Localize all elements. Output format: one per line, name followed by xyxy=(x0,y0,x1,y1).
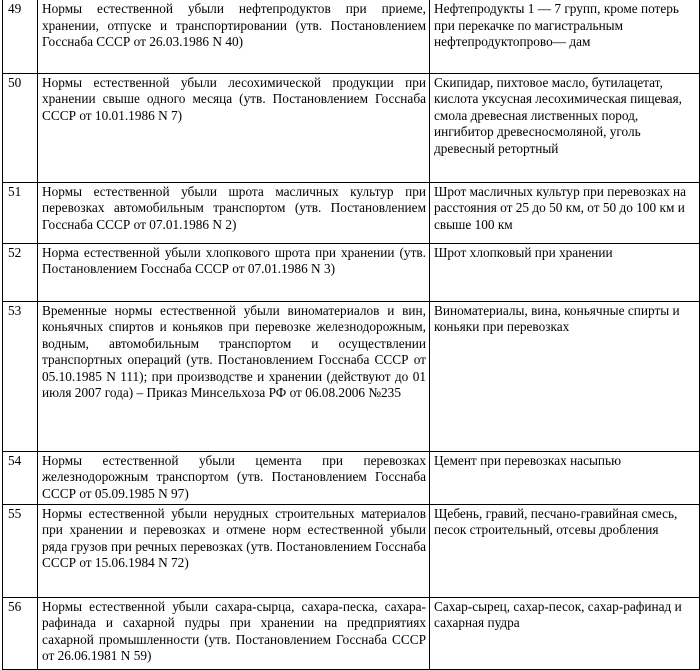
row-number: 56 xyxy=(3,597,38,669)
table-row xyxy=(3,73,700,182)
product-description: Сахар-сырец, сахар-песок, сахар-рафинад и сахарная пудра xyxy=(430,597,700,669)
norm-title: Нормы естественной убыли сахара-сырца, сахара-песка, сахара-рафинада и сахарной пудры при хранении на предприятиях сахарной промышленности (утв. Постановлением Госснаба СССР от 26.06.1981 N 59) xyxy=(38,597,430,669)
product-description: Нефтепродукты 1 — 7 групп, кроме потерь при перекачке по магистральным нефтепродуктопрово— дам xyxy=(430,0,700,73)
norm-title: Нормы естественной убыли нерудных строительных материалов при хранении и перевозках и отмене норм естественной убыли ряда грузов при речных перевозках (утв. Постановлением Госснаба СССР от 15.06.1984 N 72) xyxy=(38,504,430,597)
table-row xyxy=(3,597,700,669)
row-number: 49 xyxy=(3,0,38,73)
product-description: Скипидар, пихтовое масло, бутилацетат, кислота уксусная лесохимическая пищевая, смола древесная лиственных пород, ингибитор древесносмоляной, уголь древесный ретортный xyxy=(430,73,700,182)
table-row xyxy=(3,451,700,504)
norm-title: Нормы естественной убыли лесохимической продукции при хранении свыше одного месяца (утв. Постановлением Госснаба СССР от 10.01.1986 N 7) xyxy=(38,73,430,182)
table-row xyxy=(3,243,700,301)
table-row xyxy=(3,301,700,451)
product-description: Щебень, гравий, песчано-гравийная смесь, песок строительный, отсевы дробления xyxy=(430,504,700,597)
table-row xyxy=(3,0,700,73)
row-number: 53 xyxy=(3,301,38,451)
row-number: 52 xyxy=(3,243,38,301)
row-number: 54 xyxy=(3,451,38,504)
norm-title: Временные нормы естественной убыли виноматериалов и вин, коньячных спиртов и коньяков при перевозке железнодорожным, водным, автомобильным транспортом и осуществлении транспортных операций (утв. Постановлением Госснаба СССР от 05.10.1985 N 111); при производстве и хранении (действуют до 01 июля 2007 года) – Приказ Минсельхоза РФ от 06.08.2006 №235 xyxy=(38,301,430,451)
norm-title: Нормы естественной убыли цемента при перевозках железнодорожным транспортом (утв. Постановлением Госснаба СССР от 05.09.1985 N 97) xyxy=(38,451,430,504)
table-row xyxy=(3,182,700,243)
norms-table xyxy=(2,0,700,670)
norm-title: Нормы естественной убыли нефтепродуктов при приеме, хранении, отпуске и транспортировании (утв. Постановлением Госснаба СССР от 26.03.1986 N 40) xyxy=(38,0,430,73)
row-number: 55 xyxy=(3,504,38,597)
norm-title: Норма естественной убыли хлопкового шрота при хранении (утв. Постановлением Госснаба СССР от 07.01.1986 N 3) xyxy=(38,243,430,301)
norm-title: Нормы естественной убыли шрота масличных культур при перевозках автомобильным транспортом (утв. Постановлением Госснаба СССР от 07.01.1986 N 2) xyxy=(38,182,430,243)
product-description: Шрот масличных культур при перевозках на расстояния от 25 до 50 км, от 50 до 100 км и свыше 100 км xyxy=(430,182,700,243)
table-row xyxy=(3,504,700,597)
product-description: Виноматериалы, вина, коньячные спирты и коньяки при перевозках xyxy=(430,301,700,451)
row-number: 51 xyxy=(3,182,38,243)
product-description: Цемент при перевозках насыпью xyxy=(430,451,700,504)
row-number: 50 xyxy=(3,73,38,182)
product-description: Шрот хлопковый при хранении xyxy=(430,243,700,301)
